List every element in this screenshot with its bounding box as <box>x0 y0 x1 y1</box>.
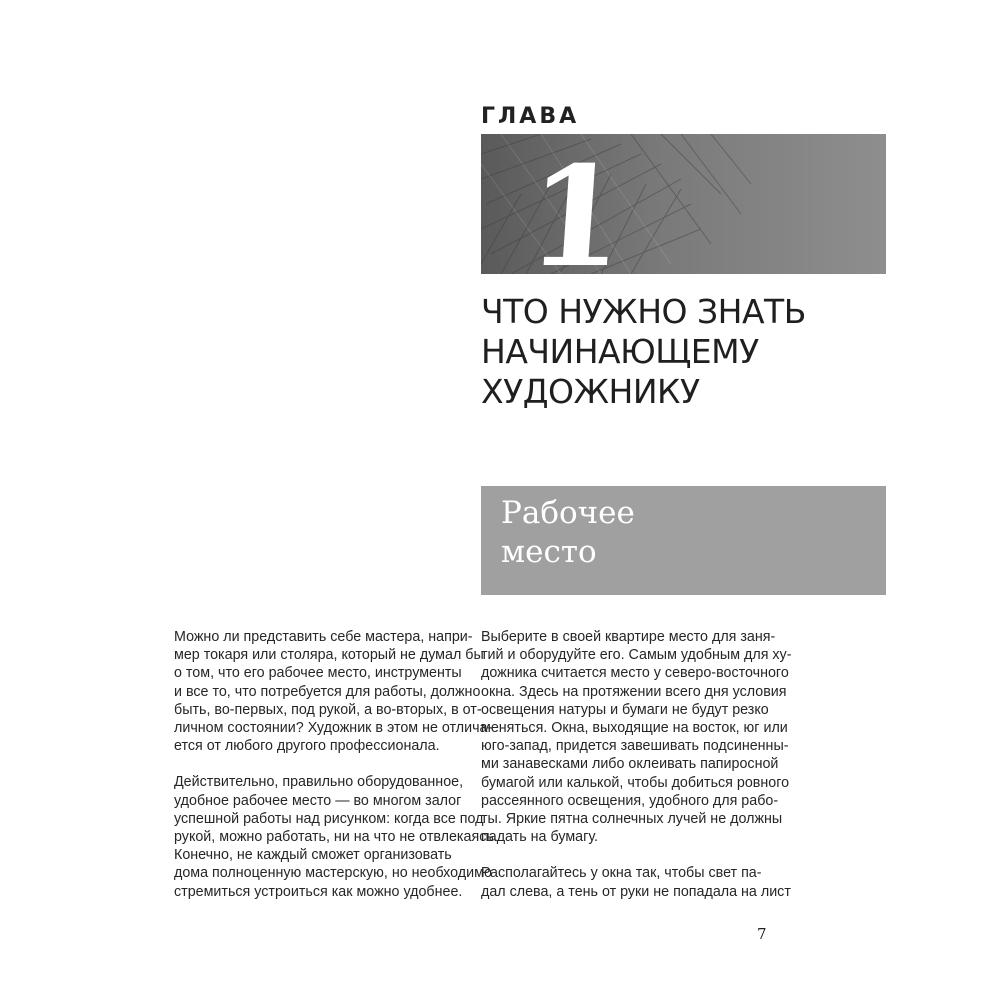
chapter-title-line: ЧТО НУЖНО ЗНАТЬ <box>481 292 806 331</box>
section-title <box>501 494 635 572</box>
chapter-title <box>481 292 901 412</box>
text-line: юго-запад, придется завешивать подсиненны- <box>481 738 789 755</box>
text-line: успешной работы над рисунком: когда все под <box>174 810 484 827</box>
section-title-line: Рабочее <box>501 495 635 531</box>
text-line: рассеянного освещения, удобного для рабо- <box>481 792 779 809</box>
text-line: падать на бумагу. <box>481 829 599 846</box>
text-line: дома полноценную мастерскую, но необходимо <box>174 865 492 882</box>
text-line: ты. Яркие пятна солнечных лучей не должны <box>481 811 783 828</box>
paragraph <box>481 864 791 900</box>
text-line: Выберите в своей квартире место для заня- <box>481 629 776 645</box>
text-line: личном состоянии? Художник в этом не отлича- <box>174 720 493 737</box>
section-banner <box>481 486 886 595</box>
text-line: Конечно, не каждый сможет организовать <box>174 847 452 864</box>
chapter-label: ГЛАВА <box>481 104 580 129</box>
text-line: быть, во-первых, под рукой, а во-вторых, в от- <box>174 701 482 718</box>
text-line: рукой, можно работать, ни на что не отвлекаясь. <box>174 829 498 846</box>
text-line: Действительно, правильно оборудованное, <box>174 774 464 791</box>
text-line: и все то, что потребуется для работы, должно <box>174 683 481 700</box>
text-line: Располагайтесь у окна так, чтобы свет па- <box>481 865 762 882</box>
paragraph <box>174 628 493 755</box>
chapter-title-line: ХУДОЖНИКУ <box>481 372 700 411</box>
paragraph <box>481 628 792 846</box>
text-line: ми занавесками либо оклеивать папиросной <box>481 756 779 773</box>
text-line: меняться. Окна, выходящие на восток, юг или <box>481 720 788 737</box>
chapter-number: 1 <box>522 135 630 298</box>
text-line: окна. Здесь на протяжении всего дня условия <box>481 683 787 700</box>
text-line: стремиться устроиться как можно удобнее. <box>174 883 463 900</box>
right-column <box>481 628 792 919</box>
text-line: дожника считается место у северо-восточного <box>481 665 789 682</box>
section-title-line: место <box>501 534 597 570</box>
text-line: мер токаря или столяра, который не думал бы <box>174 647 484 664</box>
text-line: тий и оборудуйте его. Самым удобным для ху- <box>481 647 792 664</box>
paragraph <box>174 773 498 900</box>
text-line: освещения натуры и бумаги не будут резко <box>481 701 769 718</box>
chapter-title-line: НАЧИНАЮЩЕМУ <box>481 332 759 371</box>
page-number: 7 <box>757 925 767 943</box>
text-line: ется от любого другого профессионала. <box>174 738 440 755</box>
text-line: бумагой или калькой, чтобы добиться ровного <box>481 774 790 791</box>
left-column <box>174 628 498 919</box>
text-line: удобное рабочее место — во многом залог <box>174 792 462 809</box>
text-line: о том, что его рабочее место, инструменты <box>174 665 462 682</box>
text-line: Можно ли представить себе мастера, напри- <box>174 629 473 645</box>
text-line: дал слева, а тень от руки не попадала на лист <box>481 883 791 900</box>
